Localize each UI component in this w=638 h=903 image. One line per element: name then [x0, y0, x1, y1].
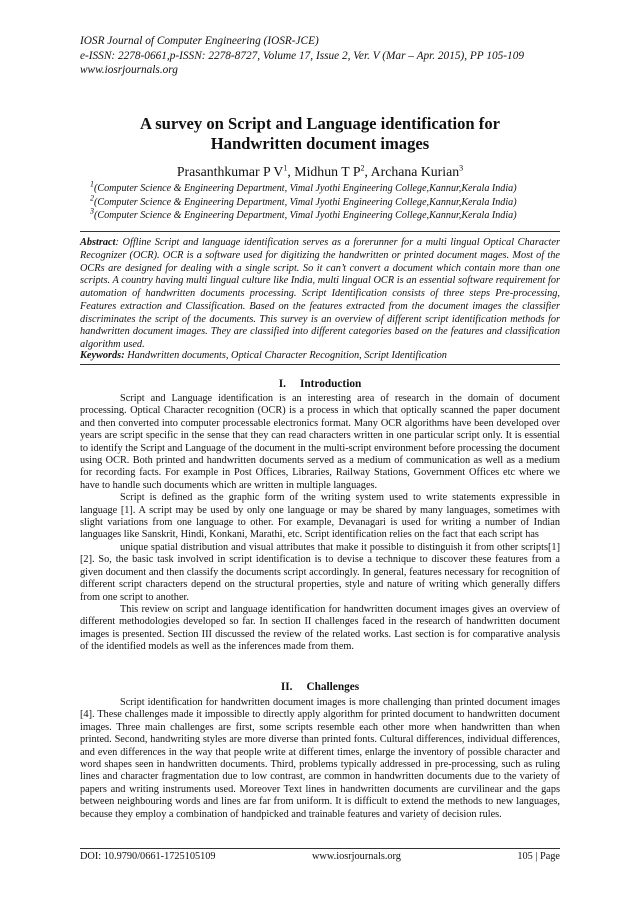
section-1-body [80, 393, 560, 654]
journal-website: www.iosrjournals.org [80, 64, 178, 76]
affiliation-1-text: (Computer Science & Engineering Department, Vimal Jyothi Engineering College,Kannur,Kerala India) [94, 183, 517, 194]
title-line-1: A survey on Script and Language identification for [139, 114, 500, 133]
paper-title [70, 114, 570, 154]
section-1-number: I. [278, 378, 286, 390]
journal-name: IOSR Journal of Computer Engineering (IOSR-JCE) [80, 35, 319, 47]
affiliation-2-text: (Computer Science & Engineering Department, Vimal Jyothi Engineering College,Kannur,Kerala India) [94, 197, 517, 208]
affiliation-3 [90, 206, 560, 222]
author-3-sup: 3 [459, 163, 464, 173]
abstract [80, 237, 560, 352]
section-2-title: Challenges [306, 681, 360, 693]
author-sep-2: , [364, 164, 371, 179]
affiliation-2-num: 2 [90, 193, 94, 203]
keywords [80, 349, 560, 362]
author-1-sup: 1 [283, 163, 288, 173]
abstract-text: : Offline Script and language identification serves as a forerunner for a multi lingual Optical Character Recognizer (OCR). OCR is a software used for digitizing the handwritten or printed document mages. Most of the OCRs are designed for dealing with a single script. So it can’t convert a document which contain more than one scripts. A country having multi lingual culture like India, multi lingual OCR is an essential software requirement for automation of handwritten documents processing. Script Identification consists of three steps Pre-processing, Features extraction and Classification. Based on the features extracted from the document images the classifier discriminates the script of the documents. This survey is an overview of different script identification methods for handwritten document images. They are classified into different categories based on the features and classification algorithm used. [80, 237, 560, 350]
affiliation-3-num: 3 [90, 206, 94, 216]
keywords-label: Keywords: [80, 350, 125, 361]
affiliation-3-text: (Computer Science & Engineering Department, Vimal Jyothi Engineering College,Kannur,Kerala India) [94, 210, 517, 221]
journal-header [80, 34, 560, 78]
section-1-paragraph-4: This review on script and language identification for handwritten document images gives an overview of different methodologies developed so far. In section II challenges faced in the research of handwritten document images is presented. Section III discussed the review of the related works. Last section is for comparative analysis of the identified models as well as the inferences made from them. [80, 603, 560, 653]
author-sep-1: , [287, 164, 295, 179]
footer-doi: DOI: 10.9790/0661-1725105109 [80, 851, 216, 862]
section-1-paragraph-3: unique spatial distribution and visual attributes that make it possible to distinguish it from other scripts[1][2]. So, the basic task involved in script identification is to devise a technique to discover these features from a given document and then classify the documents script accordingly. In general, features necessary for recognition of different script characters depend on the structural properties, style and nature of writing which generally differs from one script to another. [80, 541, 560, 603]
top-divider [80, 231, 560, 232]
footer-divider [80, 848, 560, 849]
title-line-2: Handwritten document images [210, 134, 430, 153]
journal-issn: e-ISSN: 2278-0661,p-ISSN: 2278-8727, Volume 17, Issue 2, Ver. V (Mar – Apr. 2015), PP 105-109 [80, 49, 524, 62]
keywords-text: Handwritten documents, Optical Character Recognition, Script Identification [124, 350, 447, 361]
section-1-paragraph-1: Script and Language identification is an interesting area of research in the domain of document processing. Optical Character recognition (OCR) is a process in which that optically scanned the paper document and then converted into computer processable electronics format. Many OCR algorithms have been developed over years are script specific in the sense that they can read characters written in one particular script only. It is essential to identify the Script and Language of the document in the multi-script environment before processing the document using OCR. Both printed and handwritten documents served as a medium of communication as well as a medium for recording facts. For example in Post Offices, Libraries, Railway Stations, Government Offices etc where we have to handle such documents which are written in multiple languages. [80, 393, 560, 491]
author-1: Prasanthkumar P V [176, 164, 284, 179]
footer-page-number: 105 | Page [517, 851, 560, 862]
abstract-label: Abstract [80, 237, 116, 248]
affiliation-1-num: 1 [90, 179, 94, 189]
abstract-divider [80, 364, 560, 365]
section-2-number: II. [280, 681, 293, 693]
section-2-paragraph-1: Script identification for handwritten document images is more challenging than printed document images [4]. These challenges made it impossible to directly apply algorithm for printed document to handwritten document images. Three main challenges are first, some scripts resemble each other more when handwritten than when printed. Second, handwriting styles are more diverse than printed fonts. Cultural differences, individual differences, and even differences in the way that people write at different times, enlarge the inventory of possible character and word shapes seen in handwritten documents. Third, problems typically addressed in pre-processing, such as ruling lines and character fragmentation due to low contrast, are common in handwritten documents due to the variety of papers and writing instruments used. Moreover Text lines in handwritten documents are curvilinear and the gaps between neighbouring words and lines are far from uniform. It is difficult to extend the methods to new languages, because they employ a combination of handpicked and trainable features and variety of decision rules. [80, 697, 560, 820]
author-2-sup: 2 [360, 163, 365, 173]
author-3: Archana Kurian [370, 164, 460, 179]
section-2-heading [80, 681, 560, 694]
section-2-body [80, 697, 560, 821]
affiliation-1 [90, 179, 560, 195]
section-1-paragraph-2: Script is defined as the graphic form of the writing system used to write statements expressible in language [1]. A script may be used by only one language or may be shared by many languages, sometimes with slight variations from one language to other. For example, Devanagari is used for writing a number of Indian languages like Sanskrit, Hindi, Konkani, Marathi, etc. Script identification relies on the fact that each script has [80, 492, 560, 541]
section-1-title: Introduction [299, 378, 362, 390]
footer-website: www.iosrjournals.org [312, 851, 401, 862]
affiliation-2 [90, 193, 560, 209]
author-list [70, 163, 570, 180]
author-2: Midhun T P [294, 164, 361, 179]
section-1-heading [80, 378, 560, 391]
